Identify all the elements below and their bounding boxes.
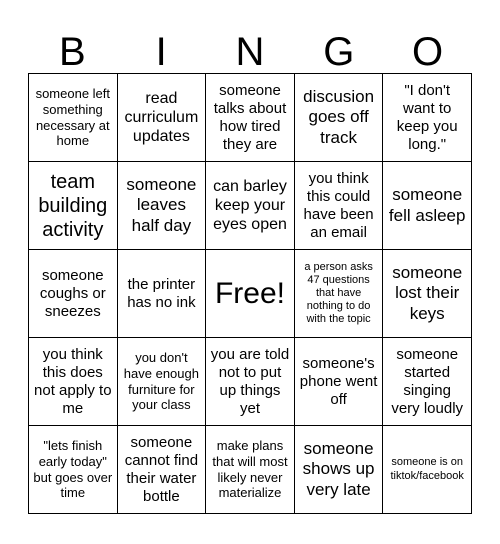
- bingo-cell[interactable]: [295, 250, 384, 338]
- bingo-cell[interactable]: [295, 74, 384, 162]
- bingo-cell[interactable]: [118, 162, 207, 250]
- cell-text: team building activity: [38, 170, 108, 241]
- cell-text: someone's phone went off: [299, 354, 378, 408]
- cell-text: someone is on tiktok/facebook: [390, 456, 464, 482]
- bingo-cell[interactable]: [118, 74, 207, 162]
- bingo-cell[interactable]: [295, 162, 384, 250]
- bingo-cell[interactable]: [118, 338, 207, 426]
- header-letter-b: B: [59, 30, 86, 74]
- bingo-header: [28, 30, 472, 74]
- bingo-cell[interactable]: [383, 162, 472, 250]
- cell-text: someone cannot find their water bottle: [124, 433, 199, 505]
- cell-text: you think this could have been an email: [303, 169, 374, 241]
- bingo-cell[interactable]: [295, 426, 384, 514]
- cell-text: someone left something necessary at home: [35, 86, 111, 149]
- cell-text: a person asks 47 questions that have nothing to do with the topic: [304, 260, 373, 326]
- cell-text: "lets finish early today" but goes over time: [33, 438, 113, 501]
- cell-text: someone shows up very late: [302, 438, 375, 499]
- bingo-cell[interactable]: [118, 250, 207, 338]
- cell-text: discusion goes off track: [303, 86, 375, 147]
- cell-text: the printer has no ink: [127, 275, 196, 311]
- bingo-cell[interactable]: [29, 426, 118, 514]
- cell-text: you don't have enough furniture for your class: [123, 350, 199, 413]
- cell-text: someone fell asleep: [388, 185, 466, 225]
- cell-text: someone leaves half day: [126, 174, 197, 235]
- cell-text: "I don't want to keep you long.": [396, 81, 458, 153]
- header-letter-i: I: [155, 30, 167, 74]
- cell-text: can barley keep your eyes open: [213, 177, 287, 234]
- bingo-cell[interactable]: [206, 74, 295, 162]
- free-space-text: Free!: [214, 276, 285, 310]
- cell-text: someone talks about how tired they are: [213, 81, 287, 153]
- bingo-cell[interactable]: [206, 338, 295, 426]
- cell-text: someone coughs or sneezes: [39, 266, 106, 320]
- bingo-cell[interactable]: [29, 162, 118, 250]
- bingo-cell[interactable]: [383, 74, 472, 162]
- bingo-cell[interactable]: [295, 338, 384, 426]
- bingo-cell[interactable]: [383, 250, 472, 338]
- bingo-cell[interactable]: [383, 338, 472, 426]
- header-letter-o: O: [412, 30, 444, 74]
- cell-text: someone lost their keys: [392, 262, 463, 323]
- bingo-cell[interactable]: [206, 426, 295, 514]
- cell-text: someone started singing very loudly: [391, 345, 464, 417]
- bingo-cell[interactable]: [383, 426, 472, 514]
- bingo-cell[interactable]: [206, 162, 295, 250]
- bingo-cell[interactable]: [29, 250, 118, 338]
- bingo-cell[interactable]: [29, 74, 118, 162]
- free-space-cell[interactable]: [206, 250, 295, 338]
- cell-text: read curriculum updates: [124, 89, 199, 146]
- cell-text: make plans that will most likely never materialize: [212, 438, 288, 501]
- bingo-cell[interactable]: [118, 426, 207, 514]
- cell-text: you are told not to put up things yet: [210, 345, 290, 417]
- bingo-cell[interactable]: [29, 338, 118, 426]
- header-letter-g: G: [323, 30, 355, 74]
- header-letter-n: N: [235, 30, 265, 74]
- cell-text: you think this does not apply to me: [34, 345, 112, 417]
- bingo-grid: [28, 73, 472, 514]
